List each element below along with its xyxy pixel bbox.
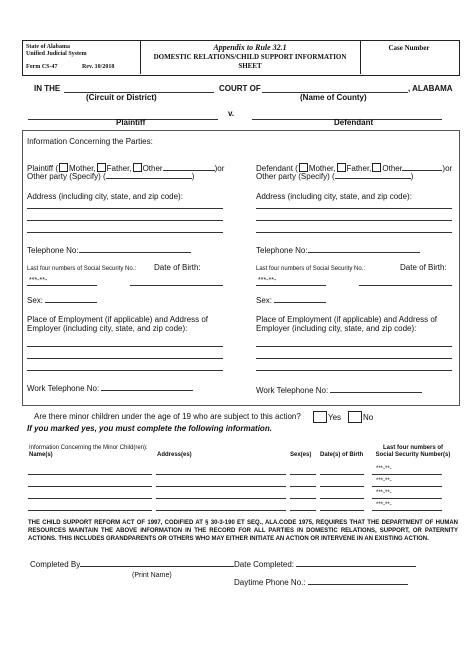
child-row xyxy=(28,486,458,498)
date-completed-row xyxy=(234,560,416,569)
plaintiff-employer-line[interactable] xyxy=(27,358,223,359)
children-no-checkbox[interactable] xyxy=(348,411,362,423)
court-of-label: COURT OF xyxy=(219,84,261,93)
plaintiff-father-checkbox[interactable] xyxy=(97,163,106,172)
plaintiff-other-field[interactable] xyxy=(163,170,215,171)
defendant-sex-row xyxy=(256,296,326,305)
col-sex-header: Sex(es) xyxy=(290,452,312,458)
versus-label: v. xyxy=(228,109,235,118)
child-row xyxy=(28,474,458,486)
plaintiff-employment-label-2: Employer (including city, state, and zip code): xyxy=(27,324,188,333)
defendant-work-phone-field[interactable] xyxy=(330,392,422,393)
mother-label: Mother, xyxy=(308,164,336,173)
defendant-other-field[interactable] xyxy=(402,170,442,171)
defendant-other-party-field[interactable] xyxy=(335,178,411,179)
date-completed-label: Date Completed: xyxy=(234,560,295,569)
work-phone-label: Work Telephone No: xyxy=(27,384,100,393)
daytime-phone-row xyxy=(234,578,408,587)
appendix-label: Appendix to Rule 32.1 xyxy=(213,43,287,52)
defendant-employment-label-1: Place of Employment (if applicable) and Address of xyxy=(256,315,437,324)
form-title-line2: SHEET xyxy=(238,62,262,70)
child-ssn-mask: ***-**- xyxy=(376,466,392,472)
plaintiff-telephone-field[interactable] xyxy=(79,252,191,253)
father-label: Father, xyxy=(106,164,132,173)
daytime-phone-field[interactable] xyxy=(308,584,408,585)
defendant-dob-label: Date of Birth: xyxy=(400,263,447,272)
case-number-field[interactable] xyxy=(363,54,455,72)
col-name-header: Name(s) xyxy=(29,452,53,458)
plaintiff-ssn-field[interactable] xyxy=(27,285,97,286)
plaintiff-telephone-row xyxy=(27,246,191,255)
child-ssn-field[interactable] xyxy=(372,510,442,511)
telephone-label: Telephone No: xyxy=(27,246,79,255)
defendant-employer-line[interactable] xyxy=(256,370,452,371)
plaintiff-caption: Plaintiff xyxy=(116,118,146,127)
alabama-label: , ALABAMA xyxy=(408,84,453,93)
children-no-label: No xyxy=(363,413,374,422)
other-label: Other xyxy=(142,164,163,173)
plaintiff-other-checkbox[interactable] xyxy=(133,163,142,172)
plaintiff-work-phone-field[interactable] xyxy=(101,390,193,391)
work-phone-label: Work Telephone No: xyxy=(256,386,329,395)
plaintiff-ssn-label: Last four numbers of Social Security No.: xyxy=(27,266,137,272)
plaintiff-ssn-mask: ***-**- xyxy=(29,277,48,284)
completed-by-row xyxy=(30,560,234,569)
close-paren: ) xyxy=(410,172,414,181)
children-yes-label: Yes xyxy=(328,413,342,422)
child-address-field[interactable] xyxy=(156,510,286,511)
defendant-dob-field[interactable] xyxy=(359,285,452,286)
defendant-father-checkbox[interactable] xyxy=(337,163,346,172)
circuit-caption: (Circuit or District) xyxy=(86,93,157,102)
col-address-header: Address(es) xyxy=(157,452,192,458)
plaintiff-sex-row xyxy=(27,296,97,305)
child-row xyxy=(28,498,458,510)
defendant-other-checkbox[interactable] xyxy=(372,163,381,172)
print-name-caption: (Print Name) xyxy=(132,572,172,579)
completed-by-field[interactable] xyxy=(80,566,234,567)
child-row xyxy=(28,462,458,474)
defendant-employer-line[interactable] xyxy=(256,358,452,359)
plaintiff-address-label: Address (including city, state, and zip code): xyxy=(27,192,183,201)
or-label: )or xyxy=(442,164,453,173)
or-label: )or xyxy=(214,164,225,173)
child-ssn-mask: ***-**- xyxy=(376,478,392,484)
defendant-employment-label-2: Employer (including city, state, and zip code): xyxy=(256,324,417,333)
defendant-ssn-mask: ***-**- xyxy=(258,277,277,284)
children-table xyxy=(28,462,458,522)
form-revision: Rev. 10/2018 xyxy=(82,64,115,70)
father-label: Father, xyxy=(346,164,372,173)
defendant-ssn-label: Last four numbers of Social Security No.: xyxy=(256,266,366,272)
defendant-role-label: Defendant ( xyxy=(256,164,298,173)
defendant-address-label: Address (including city, state, and zip code): xyxy=(256,192,412,201)
child-dob-field[interactable] xyxy=(320,510,364,511)
defendant-telephone-row xyxy=(256,246,420,255)
plaintiff-other-party-row xyxy=(27,172,194,181)
children-instruction: If you marked yes, you must complete the following information. xyxy=(27,424,272,433)
telephone-label: Telephone No: xyxy=(256,246,308,255)
plaintiff-employer-line[interactable] xyxy=(27,370,223,371)
minor-children-question: Are there minor children under the age of 19 who are subject to this action? xyxy=(34,412,301,421)
col-ssn-header-2: Social Security Number(s) xyxy=(375,452,451,458)
state-label: State of Alabama xyxy=(26,44,70,50)
plaintiff-dob-field[interactable] xyxy=(130,285,223,286)
children-info-label: Information Concerning the Minor Child(ren): xyxy=(29,445,148,451)
children-yes-checkbox[interactable] xyxy=(313,411,327,423)
plaintiff-employment-label-1: Place of Employment (if applicable) and Address of xyxy=(27,315,208,324)
child-support-act-notice: THE CHILD SUPPORT REFORM ACT OF 1997, CODIFIED AT § 30-3-190 ET SEQ., ALA.CODE 1975, REQUIRES THAT THE DEPARTMENT OF HUMAN RESOURCES MAINTAIN THE ABOVE INFORMATION IN THE RECORD FOR ALL PARTIES IN DOMESTIC RELATIONS, SUPPORT, OR PATERNITY ACTIONS. THIS INCLUDES GRANDPARENTS OR OTHERS WHO MAY EITHER INITIATE AN ACTION OR INTERVENE IN AN EXISTING ACTION. xyxy=(28,520,458,542)
defendant-employer-line[interactable] xyxy=(256,346,452,347)
other-label: Other xyxy=(382,164,403,173)
plaintiff-mother-checkbox[interactable] xyxy=(59,163,68,172)
plaintiff-sex-field[interactable] xyxy=(45,302,97,303)
completed-by-label: Completed By xyxy=(30,560,81,569)
child-ssn-mask: ***-**- xyxy=(376,490,392,496)
defendant-ssn-field[interactable] xyxy=(256,285,326,286)
plaintiff-role-label: Plaintiff ( xyxy=(27,164,58,173)
sex-label: Sex: xyxy=(27,296,44,305)
other-party-label: Other party (Specify) ( xyxy=(27,172,106,181)
county-caption: (Name of County) xyxy=(300,93,367,102)
defendant-address-line[interactable] xyxy=(256,220,452,221)
plaintiff-work-phone-row xyxy=(27,384,193,393)
other-party-label: Other party (Specify) ( xyxy=(256,172,335,181)
mother-label: Mother, xyxy=(68,164,96,173)
sex-label: Sex: xyxy=(256,296,273,305)
case-number-label: Case Number xyxy=(388,44,430,52)
defendant-work-phone-row xyxy=(256,386,422,395)
form-number: Form CS-47 xyxy=(26,64,58,70)
plaintiff-address-line[interactable] xyxy=(27,232,223,233)
child-name-field[interactable] xyxy=(28,510,152,511)
defendant-address-line[interactable] xyxy=(256,232,452,233)
plaintiff-dob-label: Date of Birth: xyxy=(154,263,201,272)
defendant-mother-checkbox[interactable] xyxy=(299,163,308,172)
defendant-telephone-field[interactable] xyxy=(308,252,420,253)
defendant-address-line[interactable] xyxy=(256,208,452,209)
defendant-caption: Defendant xyxy=(334,118,374,127)
defendant-sex-field[interactable] xyxy=(274,302,326,303)
in-the-label: IN THE xyxy=(34,84,61,93)
col-dob-header: Date(s) of Birth xyxy=(320,452,364,458)
form-title-line1: DOMESTIC RELATIONS/CHILD SUPPORT INFORMATION xyxy=(153,53,347,61)
close-paren: ) xyxy=(191,172,195,181)
daytime-phone-label: Daytime Phone No.: xyxy=(234,578,306,587)
system-label: Unified Judicial System xyxy=(26,51,87,57)
col-ssn-header-1: Last four numbers of xyxy=(382,445,443,451)
defendant-other-party-row xyxy=(256,172,413,181)
plaintiff-address-line[interactable] xyxy=(27,208,223,209)
parties-heading: Information Concerning the Parties: xyxy=(27,137,153,146)
child-ssn-mask: ***-**- xyxy=(376,502,392,508)
child-sex-field[interactable] xyxy=(290,510,316,511)
plaintiff-address-line[interactable] xyxy=(27,220,223,221)
date-completed-field[interactable] xyxy=(296,566,416,567)
plaintiff-other-party-field[interactable] xyxy=(106,178,192,179)
plaintiff-employer-line[interactable] xyxy=(27,346,223,347)
